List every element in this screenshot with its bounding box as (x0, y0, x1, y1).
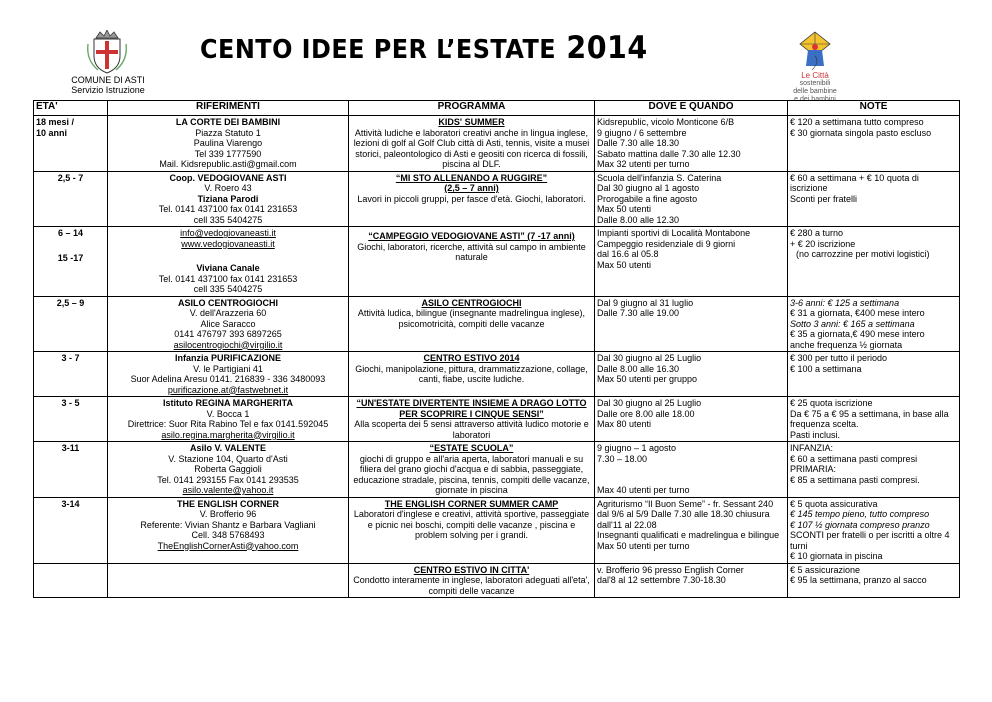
where-line: Max 40 utenti per turno (597, 485, 690, 495)
reference-line: V. Bocca 1 (206, 408, 250, 419)
age-cell (34, 563, 108, 598)
where-line: Insegnanti qualificati e madrelingua e bilingue (597, 530, 780, 540)
header-riferimenti: RIFERIMENTI (108, 101, 349, 116)
age-value: 18 mesi / (36, 117, 75, 127)
note-line: 3-6 anni: € 125 a settimana (790, 297, 900, 308)
reference-line: LA CORTE DEI BAMBINI (175, 117, 281, 127)
comune-name: COMUNE DI ASTI (71, 75, 145, 85)
reference-line: V. Roero 43 (204, 183, 252, 193)
dove-quando-cell (595, 497, 788, 563)
where-line: Kidsrepublic, vicolo Monticone 6/B (597, 117, 735, 127)
note-line: Da € 75 a € 95 a settimana, in base alla frequenza scelta. (790, 408, 949, 429)
age-cell (34, 116, 108, 172)
age-value: 2,5 – 9 (56, 297, 85, 308)
program-description: Attività ludica, bilingue (insegnante madrelingua inglese), psicomotricità, compiti delle vacanze (357, 308, 586, 329)
programma-cell (349, 352, 595, 397)
table-row (34, 116, 960, 172)
where-line: Max 50 utenti per gruppo (597, 374, 698, 384)
reference-line: Tel. 0141 437100 fax 0141 231653 (158, 204, 298, 214)
note-line: (no carrozzine per motivi logistici) (796, 249, 930, 259)
reference-line: Tel. 0141 293155 Fax 0141 293535 (157, 474, 299, 485)
programma-cell (349, 171, 595, 227)
header-note: NOTE (788, 101, 960, 116)
program-title: ASILO CENTROGIOCHI (421, 297, 522, 308)
note-line: € 100 a settimana (790, 363, 862, 374)
reference-line: Roberta Gaggioli (194, 464, 262, 474)
note-cell (788, 563, 960, 598)
age-value: 3 - 7 (61, 353, 80, 363)
age-value: 2,5 - 7 (57, 172, 84, 183)
where-line: v. Brofferio 96 presso English Corner (597, 564, 744, 575)
note-cell (788, 227, 960, 297)
where-line: Dal 30 giugno al 25 Luglio (597, 398, 702, 408)
dove-quando-cell (595, 171, 788, 227)
riferimenti-cell (108, 171, 349, 227)
programma-cell (349, 397, 595, 442)
note-cell (788, 442, 960, 498)
where-line: Max 50 utenti per turno (597, 540, 690, 551)
reference-line: Alice Saracco (200, 318, 256, 329)
logo-line: Le Città (801, 71, 829, 80)
dove-quando-cell (595, 227, 788, 297)
program-title: CENTRO ESTIVO IN CITTA' (413, 564, 530, 575)
programma-cell (349, 442, 595, 498)
where-line: Campeggio residenziale di 9 giorni (597, 238, 736, 249)
note-cell (788, 171, 960, 227)
reference-link[interactable]: asilo.valente@yahoo.it (182, 485, 274, 495)
header-programma: PROGRAMMA (349, 101, 595, 116)
reference-line: Coop. VEDOGIOVANE ASTI (169, 172, 287, 183)
reference-line: V. Stazione 104, Quarto d'Asti (168, 453, 288, 464)
where-line: Sabato mattina dalle 7.30 alle 12.30 (597, 148, 741, 159)
reference-line: Istituto REGINA MARGHERITA (163, 398, 293, 408)
where-line: Dal 30 giugno al 25 Luglio (597, 353, 702, 363)
dove-quando-cell (595, 563, 788, 598)
municipality-label (58, 75, 158, 95)
age-cell (34, 397, 108, 442)
reference-line: cell 335 5404275 (193, 214, 263, 225)
program-title: CENTRO ESTIVO 2014 (423, 353, 520, 363)
reference-line: THE ENGLISH CORNER (176, 498, 279, 509)
reference-line: V. Brofferio 96 (199, 509, 257, 519)
note-line: Pasti inclusi. (790, 429, 841, 440)
program-description: Alla scoperta dei 5 sensi attraverso attività ludico motorie e laboratori (354, 419, 589, 440)
where-line: Dal 9 giugno al 31 luglio (597, 297, 694, 308)
program-title: “CAMPEGGIO VEDOGIOVANE ASTI” (7 -17 anni) (368, 231, 575, 241)
reference-line: Tel. 0141 437100 fax 0141 231653 (158, 273, 298, 284)
dove-quando-cell (595, 116, 788, 172)
age-value: 6 – 14 (57, 228, 84, 238)
program-description: giochi di gruppo e all'aria aperta, laboratori manuali e su filiera del grano giochi d'acqua e di sabbia, passeggiate, educazione stradale, piscina, tennis, compiti delle vacanze, giornate in piscina (353, 453, 590, 495)
age-cell (34, 497, 108, 563)
programma-cell (349, 227, 595, 297)
where-line (597, 464, 785, 475)
where-line: Max 50 utenti (597, 259, 652, 270)
reference-link[interactable]: asilo.regina.margherita@virgilio.it (161, 429, 295, 440)
logo-line: sostenibili (799, 80, 831, 87)
where-line: Max 80 utenti (597, 419, 652, 429)
reference-line: V. dell'Arazzeria 60 (189, 308, 267, 318)
where-line: Max 50 utenti (597, 204, 652, 214)
table-row (34, 227, 960, 297)
programma-cell (349, 116, 595, 172)
note-line: € 145 tempo pieno, tutto compreso (790, 509, 930, 519)
table-row (34, 397, 960, 442)
dove-quando-cell (595, 296, 788, 352)
where-line: Dalle 7.30 alle 19.00 (597, 308, 680, 318)
note-cell (788, 352, 960, 397)
kite-logo-icon (790, 30, 840, 72)
program-description: Condotto interamente in inglese, laboratori adeguati all'eta', compiti delle vacanze (353, 575, 590, 596)
where-line: Prorogabile a fine agosto (597, 193, 698, 204)
note-line: € 31 a giornata, €400 mese intero (790, 308, 925, 318)
reference-line: 0141 476797 393 6897265 (174, 329, 282, 339)
note-cell (788, 116, 960, 172)
program-description: Giochi, manipolazione, pittura, drammatizzazione, collage, canti, fiabe, uscite ludiche. (355, 363, 588, 384)
table-row (34, 352, 960, 397)
reference-link[interactable]: www.vedogiovaneasti.it (181, 238, 275, 249)
table-row (34, 497, 960, 563)
page-title (200, 30, 752, 66)
dove-quando-cell (595, 352, 788, 397)
where-line: Scuola dell'infanzia S. Caterina (597, 172, 722, 183)
program-title: KIDS' SUMMER (438, 117, 505, 127)
program-title: “UN'ESTATE DIVERTENTE INSIEME A DRAGO LOTTO PER SCOPRIRE I CINQUE SENSI” (356, 398, 587, 419)
note-line: € 25 quota iscrizione (790, 398, 873, 408)
age-value: 3 - 5 (61, 398, 80, 408)
note-line: anche frequenza ½ giornata (790, 339, 903, 350)
riferimenti-cell (108, 296, 349, 352)
where-line: 9 giugno / 6 settembre (597, 127, 687, 138)
riferimenti-cell (108, 116, 349, 172)
where-line: Dalle ore 8.00 alle 18.00 (597, 408, 695, 419)
note-line: € 60 a settimana pasti compresi (790, 453, 918, 464)
note-line: € 5 quota assicurativa (790, 498, 878, 509)
program-title: THE ENGLISH CORNER SUMMER CAMP (384, 498, 559, 509)
reference-link[interactable]: asilocentrogiochi@virgilio.it (173, 339, 283, 350)
reference-link[interactable]: TheEnglishCornerAsti@yahoo.com (157, 540, 299, 551)
where-line: Dalle 8.00 alle 16.30 (597, 363, 680, 374)
riferimenti-cell (108, 397, 349, 442)
table-row (34, 563, 960, 598)
note-line: € 107 ½ giornata compreso pranzo (790, 519, 930, 530)
where-line: 7.30 – 18.00 (597, 453, 648, 464)
reference-link[interactable]: purificazione.at@fastwebnet.it (167, 384, 289, 395)
reference-line: Tiziana Parodi (197, 193, 259, 204)
table-row (34, 171, 960, 227)
note-cell (788, 397, 960, 442)
riferimenti-cell (108, 497, 349, 563)
age-value: 10 anni (36, 127, 68, 138)
note-line: € 280 a turno (790, 228, 844, 238)
programma-cell (349, 497, 595, 563)
note-cell (788, 296, 960, 352)
citta-sostenibili-logo (790, 30, 840, 103)
age-value: 15 -17 (57, 252, 84, 263)
program-description: Attività ludiche e laboratori creativi anche in lingua inglese, lezioni di golf al Golf Club città di Asti, tennis, visite a musei storici, paleontologico di Asti e geositi con ricerca di fossili, piscina al DLF. (353, 127, 590, 169)
reference-line: Referente: Vivian Shantz e Barbara Vagliani (140, 519, 316, 530)
program-description: Lavori in piccoli gruppi, per fasce d'età. Giochi, laboratori. (357, 193, 586, 204)
age-value: 3-11 (61, 443, 80, 453)
reference-line: Direttrice: Suor Rita Rabino Tel e fax 0141.592045 (127, 419, 329, 429)
age-cell (34, 296, 108, 352)
age-cell (34, 171, 108, 227)
note-line: € 35 a giornata,€ 490 mese intero (790, 329, 925, 339)
riferimenti-cell (108, 352, 349, 397)
reference-line: Suor Adelina Aresu 0141. 216839 - 336 3480093 (130, 374, 326, 384)
reference-line: Viviana Canale (196, 263, 260, 273)
riferimenti-cell (108, 227, 349, 297)
note-line: + € 20 iscrizione (790, 238, 856, 249)
header-age: ETA' (34, 101, 108, 116)
riferimenti-cell (108, 563, 349, 598)
table-header-row (34, 101, 960, 116)
note-line: SCONTI per fratelli o per iscritti a oltre 4 turni (790, 530, 950, 551)
note-line: € 5 assicurazione (790, 564, 861, 575)
where-line: Max 32 utenti per turno (597, 159, 690, 169)
logo-line: e dei bambini (794, 96, 836, 103)
reference-line: Piazza Statuto 1 (195, 127, 261, 138)
program-title: “MI STO ALLENANDO A RUGGIRE” (395, 172, 548, 183)
header-dove-quando: DOVE E QUANDO (595, 101, 788, 116)
note-line: Sotto 3 anni: € 165 a settimana (790, 318, 915, 329)
reference-line: Cell. 348 5768493 (191, 530, 265, 540)
age-cell (34, 227, 108, 297)
where-line: dal'8 al 12 settembre 7.30-18.30 (597, 575, 726, 585)
reference-link[interactable]: info@vedogiovaneasti.it (180, 228, 276, 238)
where-line: Dalle 7.30 alle 18.30 (597, 138, 680, 148)
reference-line: Paulina Viarengo (193, 138, 263, 148)
note-line: PRIMARIA: (790, 464, 837, 474)
table-row (34, 296, 960, 352)
dove-quando-cell (595, 397, 788, 442)
note-line: INFANZIA: (790, 443, 834, 453)
reference-line: V. le Partigiani 41 (193, 363, 263, 374)
coat-of-arms-icon (84, 30, 130, 74)
reference-line: ASILO CENTROGIOCHI (177, 297, 278, 308)
where-line: Impianti sportivi di Località Montabone (597, 228, 751, 238)
where-line: Agriturismo “Il Buon Seme” - fr. Sessant 240 (597, 498, 774, 509)
note-line: € 300 per tutto il periodo (790, 353, 888, 363)
riferimenti-cell (108, 442, 349, 498)
where-line: dal 16.6 al 05.8 (597, 249, 659, 259)
dove-quando-cell (595, 442, 788, 498)
note-line: € 95 la settimana, pranzo al sacco (790, 575, 927, 585)
servizio-name: Servizio Istruzione (71, 85, 145, 95)
title-year: 2014 (566, 30, 648, 66)
note-cell (788, 497, 960, 563)
note-line: € 120 a settimana tutto compreso (790, 117, 924, 127)
note-line: Sconti per fratelli (790, 193, 858, 204)
age-value: 3-14 (61, 498, 80, 509)
note-line: € 30 giornata singola pasto escluso (790, 127, 932, 138)
age-cell (34, 352, 108, 397)
programma-cell (349, 296, 595, 352)
activities-table (33, 100, 960, 598)
program-description: Giochi, laboratori, ricerche, attività sul campo in ambiente naturale (357, 241, 586, 262)
logo-line: delle bambine (793, 88, 837, 95)
where-line: Dalle 8.00 alle 12.30 (597, 214, 680, 225)
note-line: € 10 giornata in piscina (790, 551, 883, 561)
reference-line: Infanzia PURIFICAZIONE (174, 353, 281, 363)
programma-cell (349, 563, 595, 598)
table-body (34, 116, 960, 598)
reference-line: cell 335 5404275 (193, 284, 263, 294)
age-cell (34, 442, 108, 498)
table-row (34, 442, 960, 498)
where-line: 9 giugno – 1 agosto (597, 443, 677, 453)
reference-line: Asilo V. VALENTE (189, 443, 267, 453)
reference-line: Mail. Kidsrepublic.asti@gmail.com (159, 159, 297, 169)
program-subtitle: (2,5 – 7 anni) (444, 183, 499, 193)
title-text: CENTO IDEE PER L’ESTATE (200, 35, 557, 65)
note-line: € 60 a settimana + € 10 quota di iscrizione (790, 172, 919, 193)
reference-line: Tel 339 1777590 (194, 148, 262, 159)
program-description: Laboratori d'inglese e creativi, attività sportive, passeggiate e picnic nei boschi, compiti delle vacanze , piscina e problem solving per i grandi. (353, 509, 590, 540)
page-header (0, 0, 992, 103)
note-line: € 85 a settimana pasti compresi. (790, 474, 920, 485)
where-line: dal 9/6 al 5/9 Dalle 7.30 alle 18.30 chiusura dall'11 al 22.08 (597, 509, 770, 530)
program-title: “ESTATE SCUOLA” (429, 443, 514, 453)
where-line (597, 475, 785, 486)
where-line: Dal 30 giugno al 1 agosto (597, 183, 700, 193)
